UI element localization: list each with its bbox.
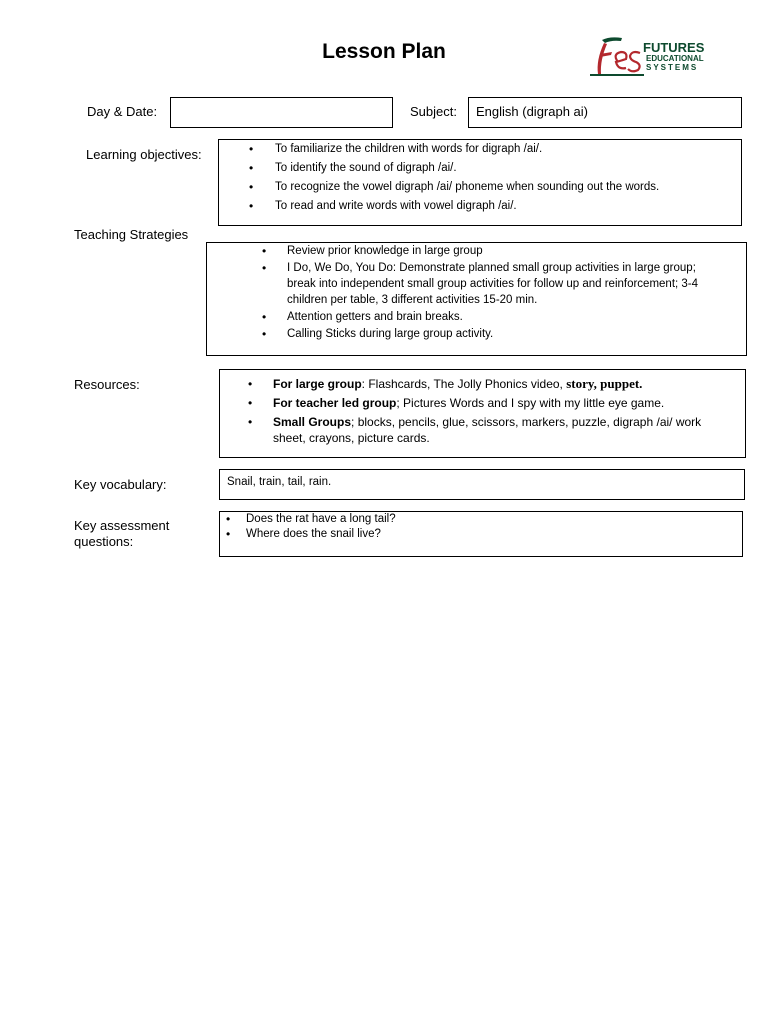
strategy-item: • Attention getters and brain breaks. xyxy=(207,309,718,325)
resource-item xyxy=(220,414,737,446)
resource-lead: For teacher led group xyxy=(273,396,397,410)
day-date-label: Day & Date: xyxy=(87,104,158,119)
subject-field[interactable]: English (digraph ai) xyxy=(468,97,742,128)
logo-line3: SYSTEMS xyxy=(646,63,699,72)
teaching-strategies-label: Teaching Strategies xyxy=(74,227,189,242)
objective-item: • To read and write words with vowel digraph /ai/. xyxy=(219,199,741,213)
logo-line2: EDUCATIONAL xyxy=(646,54,704,63)
strategy-item: • Review prior knowledge in large group xyxy=(207,243,718,259)
strategy-item: • I Do, We Do, You Do: Demonstrate planned small group activities in large group; break into independent small group activities for follow up and reinforcement; 3-4 children per table, 3 different activities 15-20 min. xyxy=(207,260,718,308)
key-assessment-box xyxy=(219,511,743,557)
learning-objectives-label: Learning objectives: xyxy=(86,147,202,162)
resource-extra: story, puppet. xyxy=(566,376,643,391)
resources-label: Resources: xyxy=(74,377,140,392)
strategy-item: • Calling Sticks during large group activity. xyxy=(207,326,718,342)
page-title: Lesson Plan xyxy=(322,40,446,63)
learning-objectives-box xyxy=(218,139,742,226)
key-assessment-label-line1: Key assessment xyxy=(74,518,170,533)
resource-text: ; Pictures Words and I spy with my little eye game. xyxy=(396,396,665,410)
teaching-strategies-box xyxy=(206,242,747,356)
resource-lead: For large group xyxy=(273,377,362,391)
assessment-question: • Where does the snail live? xyxy=(220,527,742,542)
resource-text: : Flashcards, The Jolly Phonics video, xyxy=(361,377,567,391)
resource-text: ; blocks, pencils, glue, scissors, markers, puzzle, digraph /ai/ work sheet, crayons, picture cards. xyxy=(273,415,702,445)
day-date-field[interactable] xyxy=(170,97,393,128)
assessment-question: • Does the rat have a long tail? xyxy=(220,512,742,527)
objective-item: • To recognize the vowel digraph /ai/ phoneme when sounding out the words. xyxy=(219,180,741,194)
objective-item: • To familiarize the children with words for digraph /ai/. xyxy=(219,142,741,156)
key-assessment-label-line2: questions: xyxy=(74,534,134,549)
subject-label: Subject: xyxy=(410,104,457,119)
resource-lead: Small Groups xyxy=(273,415,352,429)
objective-item: • To identify the sound of digraph /ai/. xyxy=(219,161,741,175)
resource-item xyxy=(220,376,737,392)
key-vocabulary-box: Snail, train, tail, rain. xyxy=(219,469,745,500)
logo-line1: FUTURES xyxy=(643,40,705,55)
resources-box xyxy=(219,369,746,458)
key-vocabulary-label: Key vocabulary: xyxy=(74,477,167,492)
resource-item xyxy=(220,395,737,411)
